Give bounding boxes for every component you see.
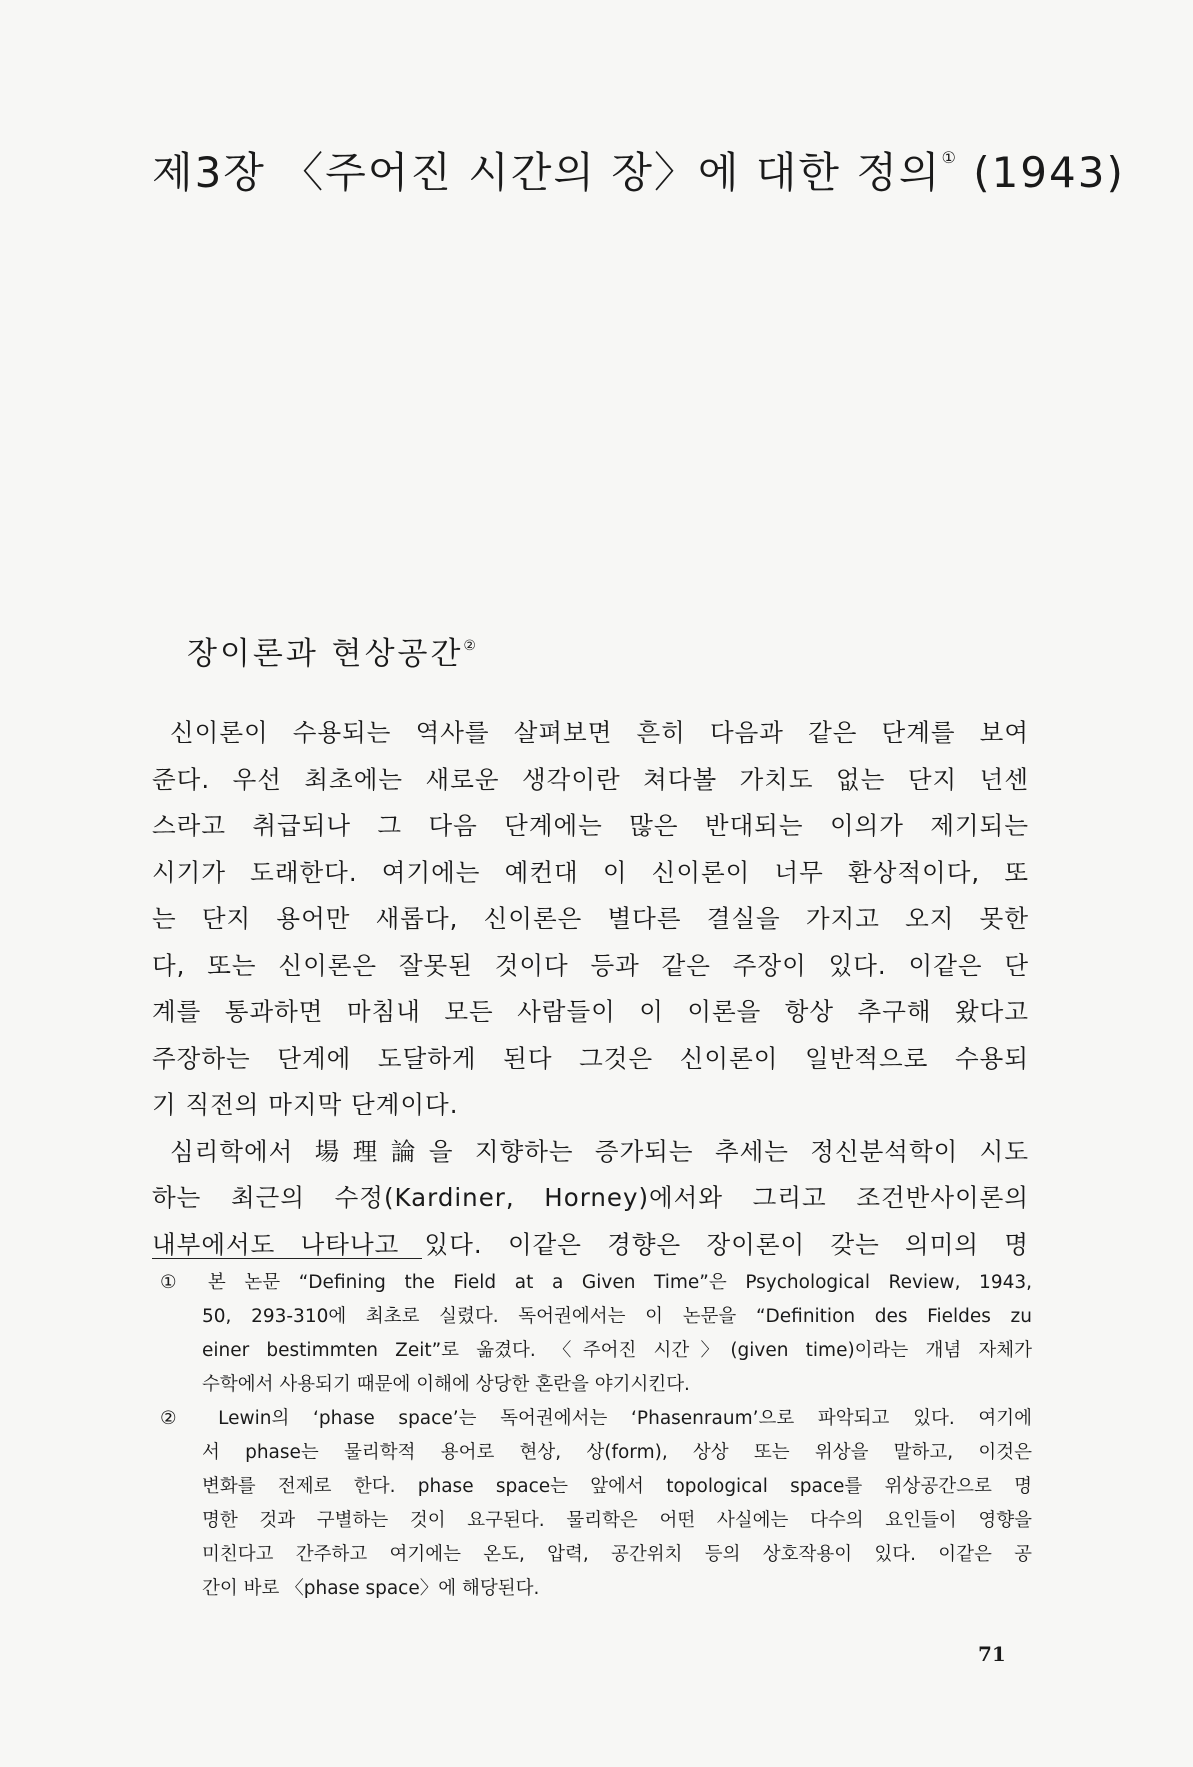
footnote-1-mark: ① xyxy=(160,1272,190,1293)
body-line: 시기가 도래한다. 여기에는 예컨대 이 신이론이 너무 환상적이다, 또 xyxy=(152,857,1029,887)
footnote-1-line: 50, 293-310에 최초로 실렸다. 독어권에서는 이 논문을 “Definition des Fieldes zu xyxy=(202,1306,1032,1327)
footnote-2-line: 서 phase는 물리학적 용어로 현상, 상(form), 상상 또는 위상을 말하고, 이것은 xyxy=(202,1442,1032,1463)
chapter-title xyxy=(152,140,1125,200)
section-title xyxy=(187,628,479,673)
footnote-2-line: 미친다고 간주하고 여기에는 온도, 압력, 공간위치 등의 상호작용이 있다. 이같은 공 xyxy=(202,1544,1032,1565)
body-line: 기 직전의 마지막 단계이다. xyxy=(152,1090,459,1119)
footnote-2-mark: ② xyxy=(160,1408,195,1429)
chapter-year: (1943) xyxy=(973,148,1125,197)
body-line: 하는 최근의 수정(Kardiner, Horney)에서와 그리고 조건반사이론의 xyxy=(152,1183,1029,1212)
body-text xyxy=(152,710,1029,1268)
footnotes xyxy=(160,1266,1032,1606)
body-line: 내부에서도 나타나고 있다. 이같은 경향은 장이론이 갖는 의미의 명 xyxy=(152,1229,1029,1259)
chapter-footnote-mark: ① xyxy=(941,148,958,167)
body-line: 계를 통과하면 마침내 모든 사람들이 이 이론을 항상 추구해 왔다고 xyxy=(152,997,1029,1026)
section-footnote-mark: ② xyxy=(463,638,479,654)
footnote-1-line: einer bestimmten Zeit”로 옮겼다. 〈주어진 시간〉(given time)이라는 개념 자체가 xyxy=(202,1340,1032,1361)
footnote-1-line: 수학에서 사용되기 때문에 이해에 상당한 혼란을 야기시킨다. xyxy=(202,1374,690,1395)
chapter-title-text: 제3장 〈주어진 시간의 장〉에 대한 정의 xyxy=(152,148,942,197)
body-line: 신이론이 수용되는 역사를 살펴보면 흔히 다음과 같은 단계를 보여 xyxy=(170,718,1029,747)
footnote-2-line: 간이 바로 〈phase space〉에 해당된다. xyxy=(202,1578,540,1599)
body-line: 다, 또는 신이론은 잘못된 것이다 등과 같은 주장이 있다. 이같은 단 xyxy=(152,950,1029,980)
footnote-1-line: 본 논문 “Defining the Field at a Given Time”은 Psychological Review, 1943, xyxy=(207,1272,1032,1293)
footnote-2 xyxy=(160,1402,1032,1436)
body-line: 는 단지 용어만 새롭다, 신이론은 별다른 결실을 가지고 오지 못한 xyxy=(152,904,1029,933)
footnote-1 xyxy=(160,1266,1032,1300)
footnote-2-line: 변화를 전제로 한다. phase space는 앞에서 topological space를 위상공간으로 명 xyxy=(202,1476,1032,1497)
footnote-divider xyxy=(152,1258,422,1259)
body-line: 주장하는 단계에 도달하게 된다 그것은 신이론이 일반적으로 수용되 xyxy=(152,1043,1029,1073)
footnote-2-line: Lewin의 ‘phase space’는 독어권에서는 ‘Phasenraum’으로 파악되고 있다. 여기에 xyxy=(218,1408,1032,1429)
body-line: 심리학에서 場理論을 지향하는 증가되는 추세는 정신분석학이 시도 xyxy=(170,1136,1029,1166)
page-number: 71 xyxy=(978,1642,1006,1666)
body-line: 준다. 우선 최초에는 새로운 생각이란 쳐다볼 가치도 없는 단지 넌센 xyxy=(152,764,1029,794)
body-line: 스라고 취급되나 그 다음 단계에는 많은 반대되는 이의가 제기되는 xyxy=(152,811,1029,840)
footnote-2-line: 명한 것과 구별하는 것이 요구된다. 물리학은 어떤 사실에는 다수의 요인들이 영향을 xyxy=(202,1510,1032,1531)
section-title-text: 장이론과 현상공간 xyxy=(187,636,464,672)
